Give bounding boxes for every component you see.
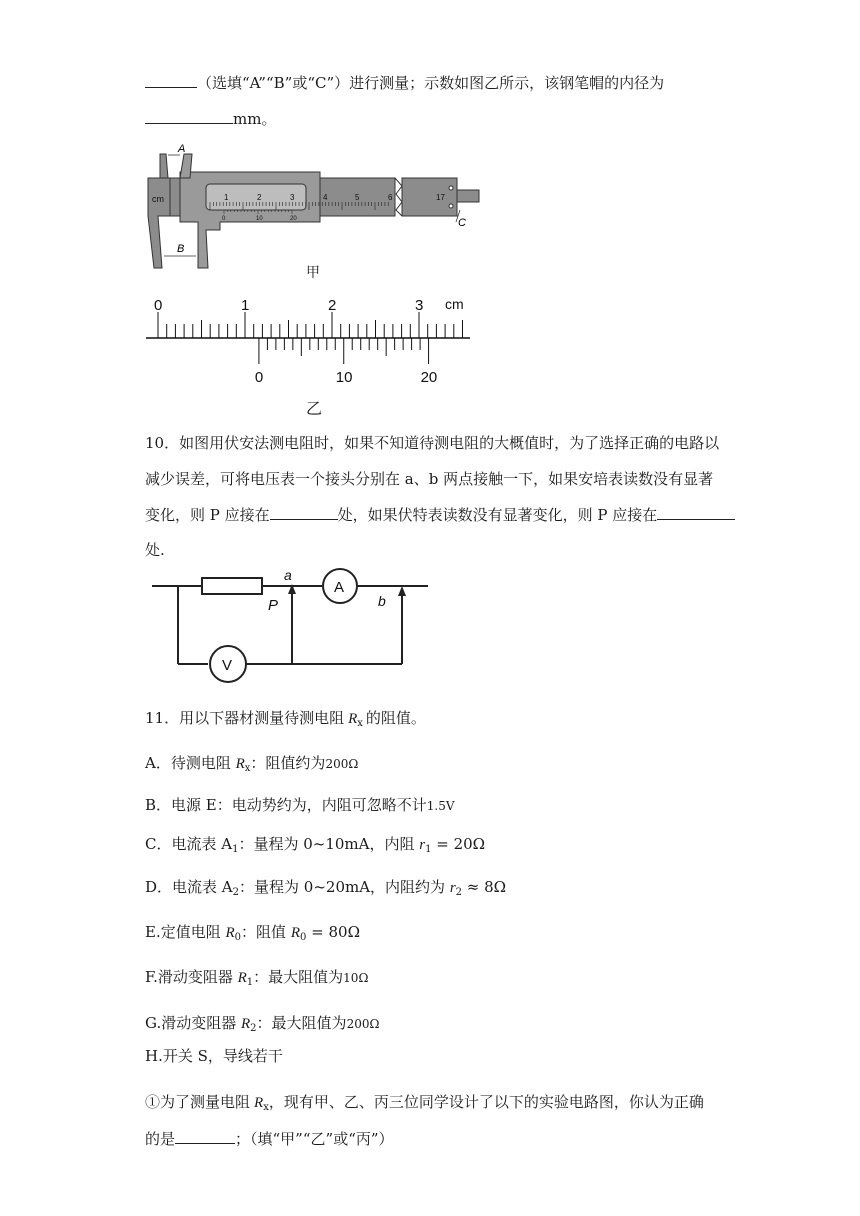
item-symbol: R [290,925,300,941]
q11-item [145,752,358,780]
answer-blank[interactable] [657,503,735,520]
item-symbol: R [235,756,245,772]
q9-unit: mm。 [233,110,277,128]
resistor [202,578,262,594]
q11-item [145,876,506,904]
answer-blank[interactable] [270,503,338,520]
caption-yi: 乙 [306,399,323,418]
scale-top-number: 2 [328,297,337,314]
scale-unit: cm [445,296,464,312]
item-prefix: E.定值电阻 [145,923,226,941]
item-symbol: r [449,880,456,896]
vernier-number: 10 [256,216,263,222]
item-subscript: 1 [246,977,254,988]
item-text: ：阻值约为 [250,754,326,772]
q10-text-a: 变化，则 P 应接在 [145,506,270,524]
item-value: = 20Ω [431,835,486,853]
q9-line1 [145,71,664,94]
symbol-R: R [348,711,358,727]
scale-bottom-number: 20 [420,369,438,386]
q11-item [145,1045,283,1067]
q11-part1-line1 [145,1091,704,1119]
voltmeter-label: V [222,657,233,674]
q9-line2 [145,107,276,130]
label-b: b [378,593,386,609]
label-B: B [177,243,185,255]
q11-item [145,921,360,949]
item-symbol: R [241,1016,251,1032]
q11-item [145,794,455,817]
item-prefix: B．电源 E：电动势约为 [145,796,307,814]
item-value: 10Ω [343,971,369,985]
item-symbol: R [237,970,247,986]
item-subscript: 1 [425,844,432,855]
scale-bottom-number: 0 [254,369,264,386]
item-text: ：最大阻值为 [253,968,344,986]
main-scale-number: 1 [224,193,229,202]
q11-intro-a: 11．用以下器材测量待测电阻 [145,709,345,727]
label-a: a [284,567,292,583]
main-scale-number: 2 [257,193,262,202]
scale-top-number: 3 [415,297,424,314]
item-prefix: A．待测电阻 [145,754,236,772]
item-value: 1.5V [426,799,455,813]
answer-blank[interactable] [175,1127,235,1144]
main-scale-number: 6 [388,193,393,202]
main-scale-number: 3 [290,193,295,202]
symbol-sub: x [263,1102,269,1113]
scale-reading-figure [140,292,480,392]
item-subscript: 2 [250,1023,257,1034]
item-prefix: C．电流表 A [145,835,233,853]
item-subscript: 0 [300,932,307,943]
symbol-R: R [254,1095,264,1111]
q10-line1: 10．如图用伏安法测电阻时，如果不知道待测电阻的大概值时，为了选择正确的电路以 [145,434,720,452]
item-prefix: G.滑动变阻器 [145,1014,241,1032]
q11-item [145,833,485,861]
q10-line2: 减少误差，可将电压表一个接头分别在 a、b 两点接触一下，如果安培表读数没有显著 [145,470,714,488]
item-subscript: x [244,763,251,774]
q11-intro-b: 的阻值。 [365,709,426,727]
item-text: ：最大阻值为 [256,1014,347,1032]
circuit-figure [150,566,430,690]
symbol-sub: x [357,718,363,729]
item-text: ：量程为 0~10mA，内阻 [238,835,420,853]
q10-line4: 处. [145,541,165,559]
vernier-number: 0 [222,216,226,222]
q11-intro [145,707,426,735]
part1-text-c: 的是 [145,1130,176,1148]
item-text: ：量程为 0~20mA，内阻约为 [239,878,450,896]
scale-bottom-number: 10 [335,369,353,386]
item-value: ≈ 8Ω [462,878,507,896]
answer-blank[interactable] [145,107,233,124]
scale-top-number: 1 [241,297,250,314]
item-symbol: r [419,837,426,853]
part1-text-a: ①为了测量电阻 [145,1093,251,1111]
vernier-caliper-figure [140,140,490,280]
q10-line3 [145,503,735,526]
scale-top-number: 0 [154,297,163,314]
main-scale-beam-end [402,178,457,216]
item-text: ，内阻可忽略不计 [306,796,427,814]
item-prefix: H.开关 S，导线若干 [145,1047,283,1065]
main-scale-number: 17 [436,193,445,202]
label-A: A [178,143,186,155]
item-text: ：阻值 [241,923,291,941]
ammeter-label: A [334,579,345,596]
q10-text-b: 处，如果伏特表读数没有显著变化，则 P 应接在 [337,506,658,524]
main-scale-number: 4 [323,193,328,202]
q11-item [145,1012,379,1040]
main-scale-number: 5 [355,193,360,202]
item-subscript: 1 [232,844,239,855]
q11-item [145,966,368,994]
item-subscript: 0 [234,932,242,943]
item-value: 200Ω [346,1017,380,1031]
q9-line1-text: （选填“A”“B”或“C”）进行测量；示数如图乙所示，该钢笔帽的内径为 [197,74,665,92]
label-C: C [458,217,466,229]
part1-text-d: ；（填“甲”“乙”或“丙”） [235,1130,394,1148]
q11-part1-line2 [145,1127,394,1150]
item-subscript: 2 [232,887,240,898]
vernier-number: 20 [290,216,297,222]
caption-jia: 甲 [306,265,320,281]
item-prefix: F.滑动变阻器 [145,968,238,986]
caliper-unit: cm [152,194,164,204]
item-subscript: 2 [455,887,463,898]
answer-blank[interactable] [145,71,197,88]
item-value: = 80Ω [306,923,361,941]
item-symbol: R [225,925,235,941]
part1-text-b: ，现有甲、乙、丙三位同学设计了以下的实验电路图，你认为正确 [268,1093,704,1111]
item-value: 200Ω [325,757,359,771]
item-prefix: D．电流表 A [145,878,233,896]
label-P: P [268,597,279,614]
